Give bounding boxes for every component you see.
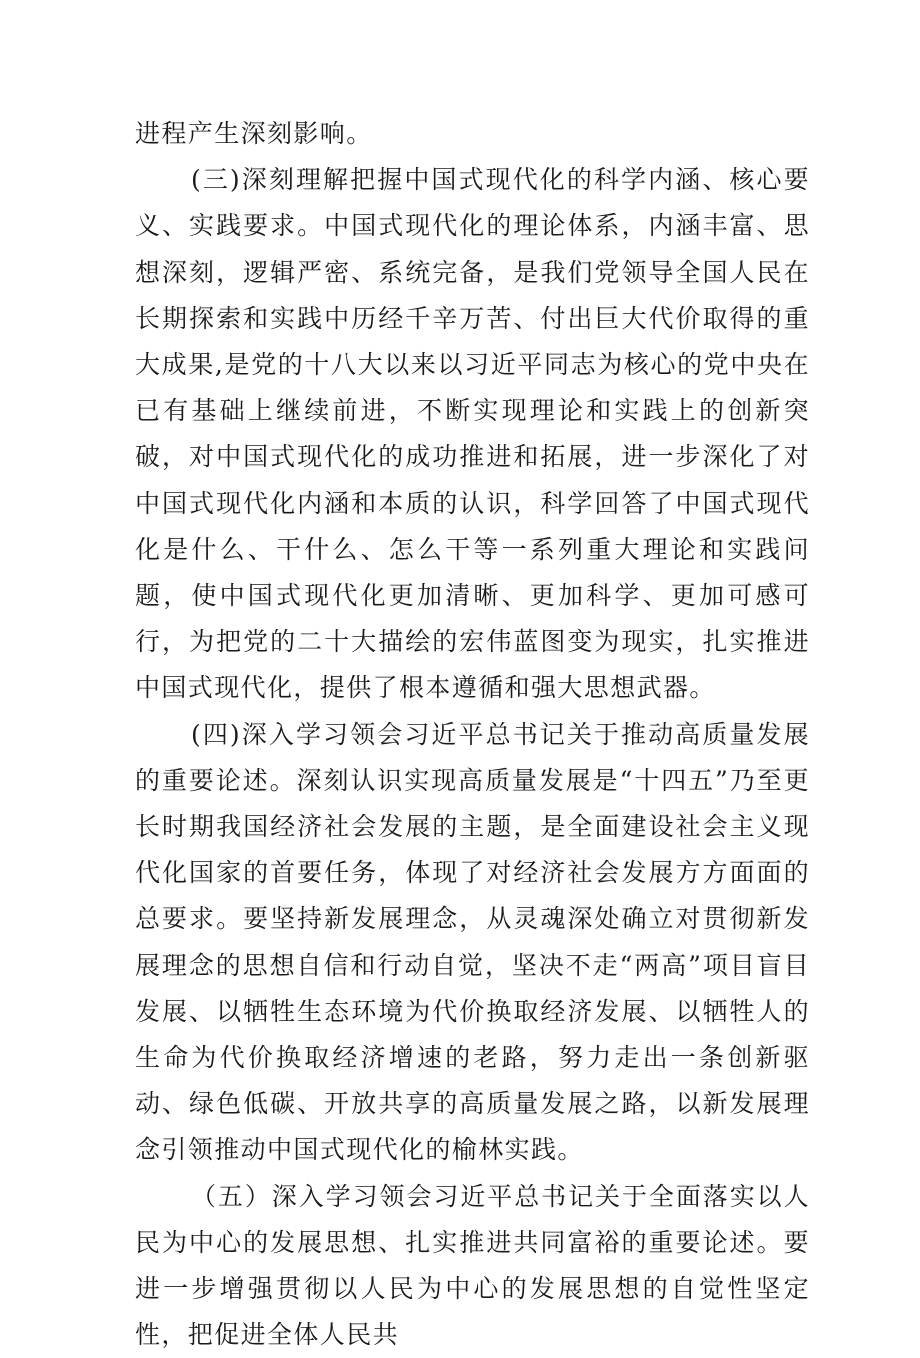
- paragraph-continuation: 进程产生深刻影响。: [135, 119, 373, 148]
- paragraph-section-3: (三)深刻理解把握中国式现代化的科学内涵、核心要义、实践要求。中国式现代化的理论体系，内涵丰富、思想深刻，逻辑严密、系统完备，是我们党领导全国人民在长期探索和实践中历经千辛万苦、付出巨大代价取得的重大成果,是党的十八大以来以习近平同志为核心的党中央在已有基础上继续前进，不断实现理论和实践上的创新突破，对中国式现代化的成功推进和拓展，进一步深化了对中国式现代化内涵和本质的认识，科学回答了中国式现代化是什么、干什么、怎么干等一系列重大理论和实践问题，使中国式现代化更加清晰、更加科学、更加可感可行，为把党的二十大描绘的宏伟蓝图变为现实，扎实推进中国式现代化，提供了根本遵循和强大思想武器。: [135, 165, 810, 703]
- paragraph-section-5: （五）深入学习领会习近平总书记关于全面落实以人民为中心的发展思想、扎实推进共同富裕的重要论述。要进一步增强贯彻以人民为中心的发展思想的自觉性坚定性，把促进全体人民共: [135, 1181, 810, 1350]
- document-body: [135, 111, 810, 1358]
- paragraph-section-4: (四)深入学习领会习近平总书记关于推动高质量发展的重要论述。深刻认识实现高质量发展是“十四五”乃至更长时期我国经济社会发展的主题，是全面建设社会主义现代化国家的首要任务，体现了对经济社会发展方方面面的总要求。要坚持新发展理念，从灵魂深处确立对贯彻新发展理念的思想自信和行动自觉，坚决不走“两高”项目盲目发展、以牺牲生态环境为代价换取经济发展、以牺牲人的生命为代价换取经济增速的老路，努力走出一条创新驱动、绿色低碳、开放共享的高质量发展之路，以新发展理念引领推动中国式现代化的榆林实践。: [135, 719, 810, 1165]
